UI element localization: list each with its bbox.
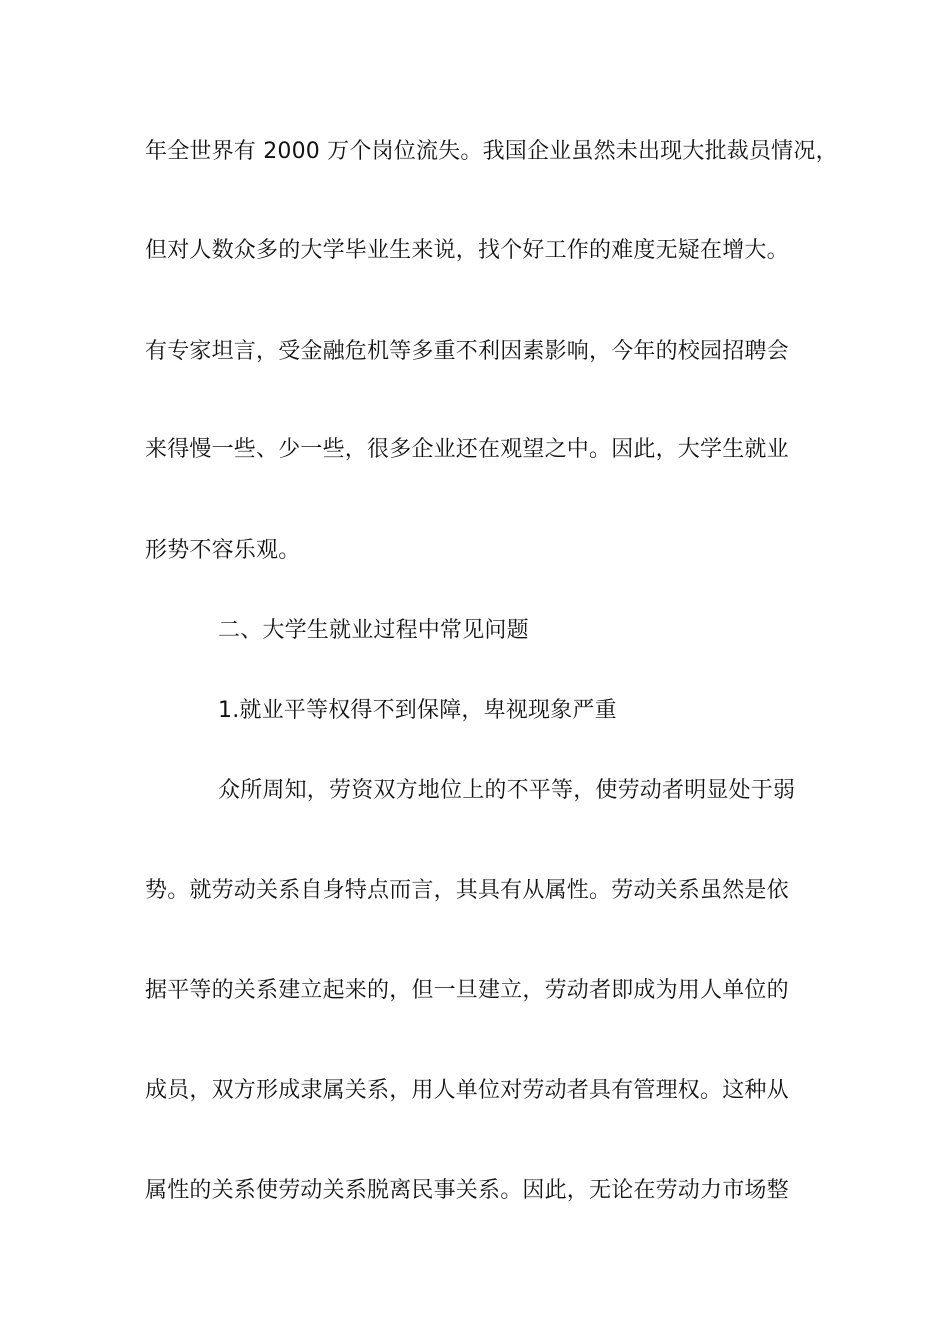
body-text-line: 有专家坦言，受金融危机等多重不利因素影响，今年的校园招聘会 (145, 339, 789, 364)
subsection-heading: 1.就业平等权得不到保障，卑视现象严重 (218, 698, 617, 723)
body-text-line: 年全世界有 2000 万个岗位流失。我国企业虽然未出现大批裁员情况， (145, 139, 838, 164)
section-heading: 二、大学生就业过程中常见问题 (218, 618, 529, 643)
body-text-line: 成员，双方形成隶属关系，用人单位对劳动者具有管理权。这种从 (145, 1078, 789, 1103)
body-text-line: 势。就劳动关系自身特点而言，其具有从属性。劳动关系虽然是依 (145, 878, 789, 903)
body-text-line: 形势不容乐观。 (145, 538, 301, 563)
body-text-line: 据平等的关系建立起来的，但一旦建立，劳动者即成为用人单位的 (145, 978, 789, 1003)
paragraph-first-line: 众所周知，劳资双方地位上的不平等，使劳动者明显处于弱 (218, 778, 796, 803)
body-text-line: 但对人数众多的大学毕业生来说，找个好工作的难度无疑在增大。 (145, 238, 789, 263)
body-text-line: 来得慢一些、少一些，很多企业还在观望之中。因此，大学生就业 (145, 437, 789, 462)
body-text-line: 属性的关系使劳动关系脱离民事关系。因此，无论在劳动力市场整 (145, 1178, 789, 1203)
